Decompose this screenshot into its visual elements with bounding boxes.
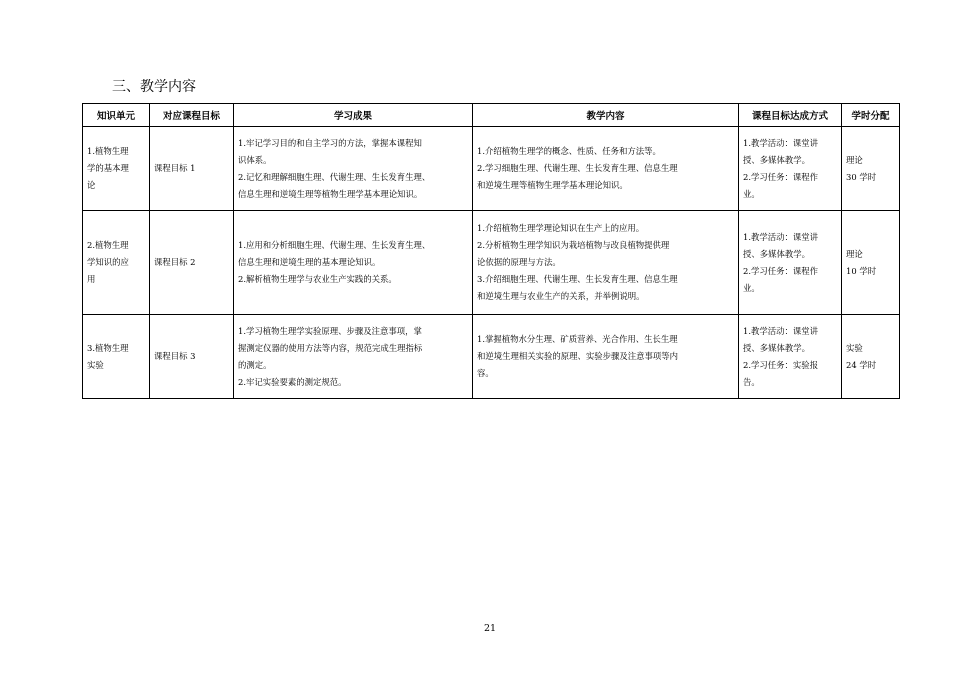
page-number: 21	[483, 623, 497, 634]
outcome-line: 2.解析植物生理学与农业生产实践的关系。	[238, 274, 397, 284]
method-line: 告。	[743, 376, 760, 387]
method-line: 业。	[743, 282, 760, 293]
unit-line: 学知识的应	[87, 257, 129, 267]
hours-line: 理论	[846, 154, 863, 165]
unit-line: 实验	[87, 359, 104, 370]
unit-line: 用	[87, 274, 96, 284]
hours-line: 24 学时	[846, 359, 877, 370]
unit-cell	[83, 315, 150, 399]
unit-cell	[83, 127, 150, 211]
unit-line: 3.植物生理	[87, 342, 129, 353]
outcome-line: 信息生理和逆境生理等植物生理学基本理论知识。	[238, 188, 423, 199]
method-line: 2.学习任务：课程作	[743, 265, 818, 276]
hours-line: 10 学时	[846, 265, 877, 276]
hours-cell	[842, 211, 900, 315]
table-header-row	[83, 104, 900, 127]
objective-cell: 课程目标 1	[150, 127, 234, 211]
method-line: 授、多媒体教学。	[743, 154, 810, 165]
unit-line: 论	[87, 180, 96, 190]
outcomes-cell	[234, 211, 473, 315]
teaching-content-table	[82, 103, 900, 399]
section-title: 三、教学内容	[112, 79, 196, 95]
outcomes-cell	[234, 127, 473, 211]
method-line: 1.教学活动：课堂讲	[743, 325, 818, 336]
method-cell	[739, 127, 842, 211]
content-cell	[473, 315, 739, 399]
content-line: 和逆境生理等植物生理学基本理论知识。	[477, 180, 628, 190]
content-line: 2.分析植物生理学知识为栽培植物与改良植物提供理	[477, 240, 670, 250]
content-line: 容。	[477, 368, 494, 378]
content-line: 2.学习细胞生理、代谢生理、生长发育生理、信息生理	[477, 163, 678, 173]
method-line: 授、多媒体教学。	[743, 248, 810, 259]
objective-cell: 课程目标 3	[150, 315, 234, 399]
method-line: 2.学习任务：实验报	[743, 359, 818, 370]
method-line: 业。	[743, 188, 760, 199]
unit-line: 1.植物生理	[87, 146, 129, 156]
header-teaching-content: 教学内容	[473, 104, 739, 127]
header-learning-outcomes: 学习成果	[234, 104, 473, 127]
hours-cell	[842, 315, 900, 399]
outcome-line: 1.学习植物生理学实验原理、步骤及注意事项，掌	[238, 325, 422, 336]
header-hours: 学时分配	[842, 104, 900, 127]
objective-cell: 课程目标 2	[150, 211, 234, 315]
outcome-line: 2.记忆和理解细胞生理、代谢生理、生长发育生理、	[238, 171, 431, 182]
method-line: 授、多媒体教学。	[743, 342, 810, 353]
outcome-line: 信息生理和逆境生理的基本理论知识。	[238, 257, 381, 267]
hours-line: 理论	[846, 248, 863, 259]
table-row	[83, 127, 900, 211]
outcome-line: 握测定仪器的使用方法等内容，规范完成生理指标	[238, 342, 423, 353]
method-line: 1.教学活动：课堂讲	[743, 137, 818, 148]
outcome-line: 识体系。	[238, 154, 272, 165]
outcomes-cell	[234, 315, 473, 399]
table-row	[83, 211, 900, 315]
method-line: 1.教学活动：课堂讲	[743, 231, 818, 242]
unit-line: 2.植物生理	[87, 240, 129, 250]
outcome-line: 的测定。	[238, 359, 272, 370]
content-cell	[473, 127, 739, 211]
table-row	[83, 315, 900, 399]
header-course-objective: 对应课程目标	[150, 104, 234, 127]
content-line: 1.介绍植物生理学理论知识在生产上的应用。	[477, 223, 645, 233]
unit-cell	[83, 211, 150, 315]
method-cell	[739, 211, 842, 315]
unit-line: 学的基本理	[87, 163, 129, 173]
content-line: 论依据的原理与方法。	[477, 257, 561, 267]
outcome-line: 1.牢记学习目的和自主学习的方法，掌握本课程知	[238, 137, 422, 148]
hours-line: 30 学时	[846, 171, 877, 182]
content-line: 和逆境生理相关实验的原理、实验步骤及注意事项等内	[477, 351, 678, 361]
header-knowledge-unit: 知识单元	[83, 104, 150, 127]
content-line: 和逆境生理与农业生产的关系，并举例说明。	[477, 291, 645, 301]
content-cell	[473, 211, 739, 315]
method-cell	[739, 315, 842, 399]
outcome-line: 2.牢记实验要素的测定规范。	[238, 376, 347, 387]
content-line: 3.介绍细胞生理、代谢生理、生长发育生理、信息生理	[477, 274, 678, 284]
content-line: 1.掌握植物水分生理、矿质营养、光合作用、生长生理	[477, 334, 678, 344]
content-line: 1.介绍植物生理学的概念、性质、任务和方法等。	[477, 146, 661, 156]
hours-cell	[842, 127, 900, 211]
hours-line: 实验	[846, 342, 863, 353]
header-achievement-method: 课程目标达成方式	[739, 104, 842, 127]
method-line: 2.学习任务：课程作	[743, 171, 818, 182]
outcome-line: 1.应用和分析细胞生理、代谢生理、生长发育生理、	[238, 240, 431, 250]
